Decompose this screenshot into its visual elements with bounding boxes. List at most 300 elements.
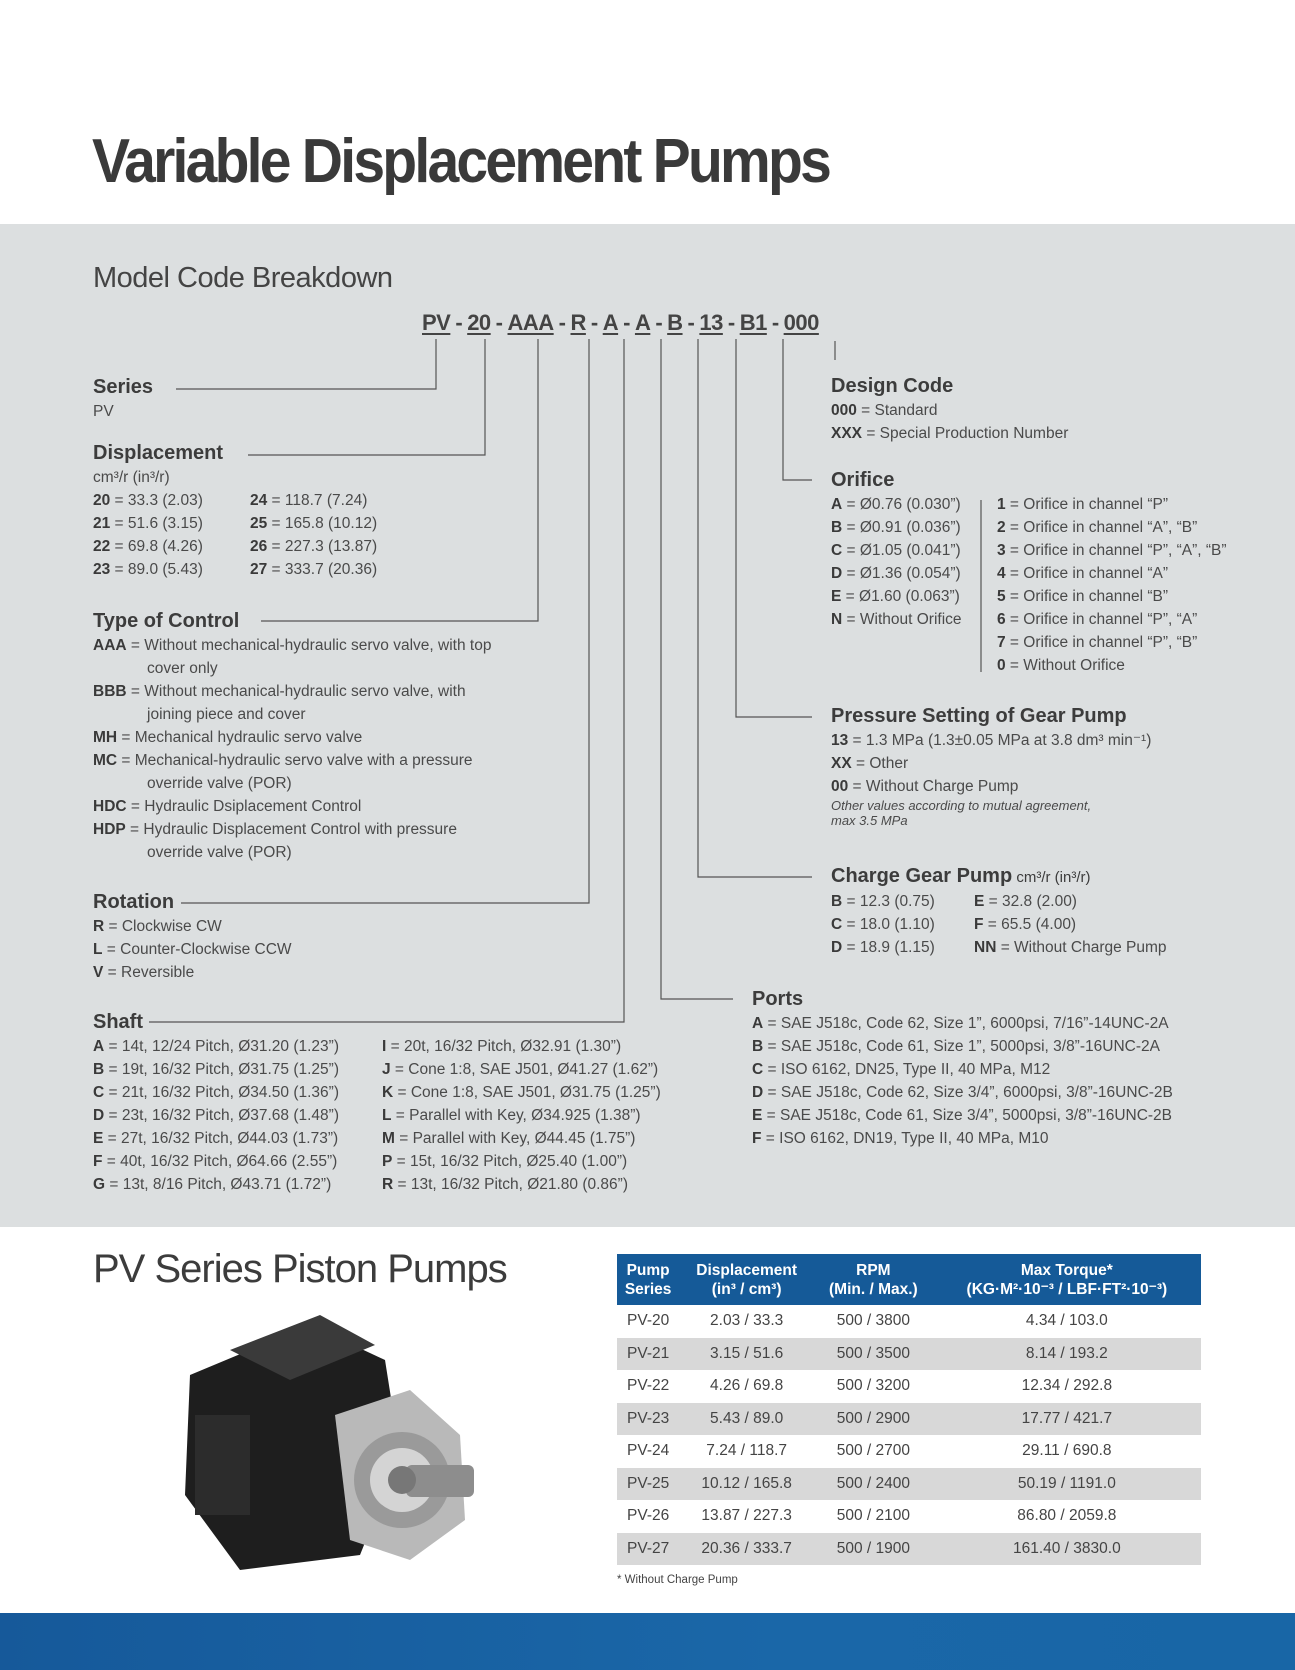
table-cell: PV-22 bbox=[627, 1377, 670, 1395]
table-cell: 17.77 / 421.7 bbox=[933, 1403, 1201, 1436]
code-description: = 227.3 (13.87) bbox=[267, 538, 378, 555]
code-key: R bbox=[382, 1176, 394, 1193]
list-item bbox=[93, 1173, 339, 1196]
code-description: = Ø0.91 (0.036”) bbox=[842, 519, 961, 536]
entry-list bbox=[831, 729, 1151, 798]
column-header bbox=[814, 1254, 933, 1305]
code-description: = Cone 1:8, SAE J501, Ø31.75 (1.25”) bbox=[393, 1084, 661, 1101]
entry-list bbox=[93, 634, 491, 864]
code-segment: A bbox=[602, 310, 619, 335]
code-key: E bbox=[974, 893, 985, 910]
entry-list bbox=[93, 1035, 339, 1196]
code-key: A bbox=[752, 1015, 764, 1032]
code-description: = Clockwise CW bbox=[104, 918, 222, 935]
list-item bbox=[382, 1081, 661, 1104]
list-item bbox=[382, 1173, 661, 1196]
code-description: = 1.3 MPa (1.3±0.05 MPa at 3.8 dm³ min⁻¹) bbox=[848, 732, 1152, 749]
pressure-note: Other values according to mutual agreement, bbox=[831, 798, 1092, 813]
list-item bbox=[752, 1058, 1173, 1081]
description-continuation: override valve (POR) bbox=[147, 844, 292, 861]
code-key: A bbox=[93, 1038, 105, 1055]
table-cell: 7.24 / 118.7 bbox=[706, 1442, 788, 1460]
list-item bbox=[831, 539, 962, 562]
code-description: = 118.7 (7.24) bbox=[267, 492, 368, 509]
list-item bbox=[831, 399, 1068, 422]
code-key: E bbox=[831, 588, 842, 605]
list-item bbox=[752, 1081, 1173, 1104]
code-key: E bbox=[93, 1130, 104, 1147]
code-segment: 13 bbox=[699, 310, 723, 335]
code-key: 2 bbox=[997, 519, 1006, 536]
column-header bbox=[679, 1254, 814, 1305]
code-key: D bbox=[831, 565, 843, 582]
list-item bbox=[93, 1127, 339, 1150]
code-description: = 27t, 16/32 Pitch, Ø44.03 (1.73”) bbox=[103, 1130, 339, 1147]
charge-heading: Charge Gear Pump cm³/r (in³/r) bbox=[831, 865, 1091, 887]
code-description: = Mechanical hydraulic servo valve bbox=[117, 729, 363, 746]
column-header-line: Displacement bbox=[696, 1261, 798, 1279]
list-item bbox=[250, 489, 377, 512]
code-description: = Reversible bbox=[103, 964, 195, 981]
table-cell: 500 / 2100 bbox=[836, 1507, 910, 1525]
code-description: = 40t, 16/32 Pitch, Ø64.66 (2.55”) bbox=[102, 1153, 338, 1170]
table-cell: 4.26 / 69.8 bbox=[710, 1377, 784, 1395]
list-item bbox=[93, 558, 223, 581]
list-item bbox=[93, 489, 223, 512]
list-item bbox=[93, 1150, 339, 1173]
table-header-row bbox=[617, 1254, 1201, 1305]
table-cell: 29.11 / 690.8 bbox=[1022, 1442, 1112, 1460]
code-key: XXX bbox=[831, 425, 863, 442]
code-description: = 33.3 (2.03) bbox=[110, 492, 203, 509]
entry-list bbox=[752, 1012, 1173, 1150]
code-description: = Without Orifice bbox=[842, 611, 962, 628]
list-item bbox=[250, 512, 377, 535]
code-segment: B1 bbox=[739, 310, 767, 335]
code-description: = ISO 6162, DN25, Type II, 40 MPa, M12 bbox=[763, 1061, 1051, 1078]
entry-list bbox=[93, 489, 223, 581]
code-description: = 13t, 16/32 Pitch, Ø21.80 (0.86”) bbox=[393, 1176, 628, 1193]
code-description: = Special Production Number bbox=[862, 425, 1069, 442]
entry-list bbox=[831, 399, 1068, 445]
table-cell: 3.15 / 51.6 bbox=[679, 1338, 814, 1371]
code-description: = 23t, 16/32 Pitch, Ø37.68 (1.48”) bbox=[104, 1107, 339, 1124]
code-key: 20 bbox=[93, 492, 111, 509]
list-item bbox=[250, 535, 377, 558]
code-key: C bbox=[831, 542, 843, 559]
shaft-heading: Shaft bbox=[93, 1011, 143, 1033]
footer-bar bbox=[0, 1613, 1295, 1670]
code-description: = Orifice in channel “P”, “A” bbox=[1005, 611, 1198, 628]
list-item bbox=[382, 1058, 661, 1081]
list-item bbox=[382, 1150, 661, 1173]
code-description: = 12.3 (0.75) bbox=[842, 893, 935, 910]
code-segment: AAA bbox=[507, 310, 554, 335]
code-key: AAA bbox=[93, 637, 127, 654]
code-key: F bbox=[974, 916, 984, 933]
code-key: 00 bbox=[831, 778, 849, 795]
code-key: V bbox=[93, 964, 104, 981]
code-key: MC bbox=[93, 752, 118, 769]
code-description: = Ø0.76 (0.030”) bbox=[842, 496, 961, 513]
displacement-unit: cm³/r (in³/r) bbox=[93, 469, 170, 486]
code-description: = ISO 6162, DN19, Type II, 40 MPa, M10 bbox=[761, 1130, 1049, 1147]
list-item: PV bbox=[93, 403, 114, 420]
table-cell: 500 / 3200 bbox=[836, 1377, 910, 1395]
table-cell: 20.36 / 333.7 bbox=[679, 1533, 814, 1566]
table-cell: PV-21 bbox=[617, 1338, 679, 1371]
code-key: B bbox=[93, 1061, 105, 1078]
list-item bbox=[93, 915, 292, 938]
column-header-line: Max Torque* bbox=[1020, 1261, 1113, 1279]
list-item bbox=[831, 493, 962, 516]
code-separator: - bbox=[495, 310, 503, 335]
code-description: = Counter-Clockwise CCW bbox=[102, 941, 292, 958]
code-description: = Without mechanical-hydraulic servo valve, with bbox=[126, 683, 466, 700]
entry-list bbox=[831, 493, 962, 631]
code-key: 13 bbox=[831, 732, 849, 749]
code-key: B bbox=[752, 1038, 764, 1055]
list-item bbox=[93, 961, 292, 984]
code-separator: - bbox=[727, 310, 735, 335]
orifice-heading: Orifice bbox=[831, 469, 895, 491]
code-key: N bbox=[831, 611, 843, 628]
list-item bbox=[974, 913, 1167, 936]
charge-block bbox=[831, 865, 1167, 959]
pump-product-image bbox=[170, 1305, 480, 1585]
code-key: F bbox=[93, 1153, 103, 1170]
list-item bbox=[831, 775, 1151, 798]
pressure-block bbox=[831, 705, 1151, 828]
list-item bbox=[93, 726, 491, 749]
table-row bbox=[617, 1533, 1201, 1566]
table-cell: 10.12 / 165.8 bbox=[679, 1468, 814, 1501]
code-key: XX bbox=[831, 755, 852, 772]
shaft-block bbox=[93, 1011, 661, 1196]
code-key: 4 bbox=[997, 565, 1006, 582]
table-cell: PV-24 bbox=[627, 1442, 670, 1460]
code-key: 0 bbox=[997, 657, 1006, 674]
section-heading-model-code: Model Code Breakdown bbox=[93, 262, 393, 294]
code-description: = SAE J518c, Code 61, Size 3/4”, 5000psi, 3/8”-16UNC-2B bbox=[762, 1107, 1173, 1124]
code-description: = 65.5 (4.00) bbox=[983, 916, 1077, 933]
code-description: = 51.6 (3.15) bbox=[110, 515, 203, 532]
list-item bbox=[93, 1058, 339, 1081]
code-key: I bbox=[382, 1038, 387, 1055]
code-description: = 14t, 12/24 Pitch, Ø31.20 (1.23”) bbox=[104, 1038, 339, 1055]
table-cell: 13.87 / 227.3 bbox=[701, 1507, 792, 1525]
list-item bbox=[997, 539, 1227, 562]
code-segment: A bbox=[634, 310, 651, 335]
list-item bbox=[997, 631, 1227, 654]
table-cell: 2.03 / 33.3 bbox=[710, 1312, 784, 1330]
code-description: = Orifice in channel “P”, “A”, “B” bbox=[1005, 542, 1227, 559]
code-key: HDP bbox=[93, 821, 126, 838]
code-description: = Orifice in channel “A” bbox=[1005, 565, 1169, 582]
code-key: MH bbox=[93, 729, 118, 746]
code-description: = 19t, 16/32 Pitch, Ø31.75 (1.25”) bbox=[104, 1061, 339, 1078]
code-description: = Orifice in channel “P” bbox=[1005, 496, 1169, 513]
code-description: = SAE J518c, Code 62, Size 1”, 6000psi, 7/16”-14UNC-2A bbox=[763, 1015, 1169, 1032]
ports-block bbox=[752, 988, 1173, 1150]
code-description: = Standard bbox=[856, 402, 938, 419]
list-item bbox=[997, 608, 1227, 631]
list-item bbox=[997, 654, 1227, 677]
table-cell: 50.19 / 1191.0 bbox=[933, 1468, 1201, 1501]
list-item bbox=[93, 1081, 339, 1104]
control-block bbox=[93, 610, 491, 864]
list-item bbox=[93, 795, 491, 818]
code-description: = SAE J518c, Code 61, Size 1”, 5000psi, 3/8”-16UNC-2A bbox=[763, 1038, 1160, 1055]
code-description: = Orifice in channel “B” bbox=[1005, 588, 1169, 605]
code-description: = 13t, 8/16 Pitch, Ø43.71 (1.72”) bbox=[105, 1176, 332, 1193]
table-cell: 5.43 / 89.0 bbox=[679, 1403, 814, 1436]
code-description: = 18.9 (1.15) bbox=[842, 939, 935, 956]
table-row bbox=[617, 1500, 1201, 1533]
code-key: 5 bbox=[997, 588, 1006, 605]
design-code-block bbox=[831, 375, 1068, 445]
series-heading: Series bbox=[93, 376, 154, 398]
code-separator: - bbox=[655, 310, 663, 335]
code-key: 1 bbox=[997, 496, 1006, 513]
list-item bbox=[93, 938, 292, 961]
code-key: 25 bbox=[250, 515, 268, 532]
code-description: = Orifice in channel “P”, “B” bbox=[1005, 634, 1198, 651]
rotation-block bbox=[93, 891, 292, 984]
code-key: 22 bbox=[93, 538, 111, 555]
list-item bbox=[382, 1104, 661, 1127]
list-item bbox=[831, 585, 962, 608]
code-segment: B bbox=[667, 310, 683, 335]
list-item bbox=[831, 562, 962, 585]
model-code-string bbox=[422, 310, 819, 336]
code-key: 24 bbox=[250, 492, 268, 509]
table-row bbox=[617, 1403, 1201, 1436]
list-item bbox=[997, 562, 1227, 585]
table-cell: 12.34 / 292.8 bbox=[1021, 1377, 1113, 1395]
code-segment: 000 bbox=[783, 310, 819, 335]
entry-list bbox=[974, 890, 1167, 959]
code-description: = Mechanical-hydraulic servo valve with a pressure bbox=[117, 752, 473, 769]
code-key: L bbox=[93, 941, 103, 958]
column-header bbox=[933, 1254, 1201, 1305]
table-cell: PV-25 bbox=[617, 1468, 679, 1501]
code-separator: - bbox=[558, 310, 566, 335]
table-row bbox=[617, 1338, 1201, 1371]
entry-list bbox=[250, 489, 377, 581]
code-key: B bbox=[831, 893, 843, 910]
table-cell: 86.80 / 2059.8 bbox=[1017, 1507, 1117, 1525]
code-separator: - bbox=[455, 310, 463, 335]
code-key: D bbox=[831, 939, 843, 956]
code-segment: PV bbox=[422, 310, 451, 335]
table-cell: 500 / 3800 bbox=[836, 1312, 910, 1330]
code-key: L bbox=[382, 1107, 392, 1124]
code-description: = Ø1.60 (0.063”) bbox=[841, 588, 960, 605]
code-description: = Hydraulic Dsiplacement Control bbox=[126, 798, 362, 815]
code-description: = Parallel with Key, Ø34.925 (1.38”) bbox=[391, 1107, 641, 1124]
orifice-block bbox=[831, 469, 1227, 674]
displacement-heading: Displacement bbox=[93, 442, 224, 464]
pv-series-title: PV Series Piston Pumps bbox=[93, 1247, 507, 1291]
code-key: NN bbox=[974, 939, 997, 956]
series-block bbox=[93, 376, 153, 423]
code-key: C bbox=[93, 1084, 105, 1101]
table-cell: 8.14 / 193.2 bbox=[933, 1338, 1201, 1371]
list-item bbox=[93, 818, 491, 841]
code-description: = 21t, 16/32 Pitch, Ø34.50 (1.36”) bbox=[104, 1084, 339, 1101]
code-key: 000 bbox=[831, 402, 857, 419]
list-item bbox=[382, 1127, 661, 1150]
column-header-line: Pump bbox=[626, 1261, 670, 1279]
code-key: A bbox=[831, 496, 843, 513]
table-cell: 500 / 3500 bbox=[814, 1338, 933, 1371]
code-segment: R bbox=[570, 310, 586, 335]
code-description: = 20t, 16/32 Pitch, Ø32.91 (1.30”) bbox=[386, 1038, 622, 1055]
column-header-line: (in³ / cm³) bbox=[711, 1280, 782, 1298]
list-item bbox=[752, 1104, 1173, 1127]
code-key: K bbox=[382, 1084, 394, 1101]
code-key: D bbox=[752, 1084, 764, 1101]
table-row bbox=[617, 1435, 1201, 1468]
control-heading: Type of Control bbox=[93, 610, 240, 632]
table-footnote: * Without Charge Pump bbox=[617, 1574, 738, 1586]
code-description: = Hydraulic Displacement Control with pressure bbox=[125, 821, 457, 838]
code-description: = Other bbox=[851, 755, 909, 772]
list-item bbox=[93, 634, 491, 657]
code-description: = Without Orifice bbox=[1005, 657, 1125, 674]
table-cell: 500 / 2900 bbox=[814, 1403, 933, 1436]
code-description: = 15t, 16/32 Pitch, Ø25.40 (1.00”) bbox=[392, 1153, 628, 1170]
code-key: 21 bbox=[93, 515, 111, 532]
code-key: 26 bbox=[250, 538, 268, 555]
code-description: = 18.0 (1.10) bbox=[842, 916, 935, 933]
code-key: 27 bbox=[250, 561, 268, 578]
pressure-note-max: max 3.5 MPa bbox=[831, 813, 908, 828]
entry-list bbox=[93, 400, 153, 423]
column-header-line: (Min. / Max.) bbox=[829, 1280, 918, 1298]
list-item bbox=[93, 680, 491, 703]
ports-heading: Ports bbox=[752, 988, 804, 1010]
table-row bbox=[617, 1370, 1201, 1403]
list-item bbox=[997, 516, 1227, 539]
code-key: D bbox=[93, 1107, 105, 1124]
code-segment: 20 bbox=[467, 310, 491, 335]
list-item bbox=[752, 1035, 1173, 1058]
pv-series-table bbox=[617, 1254, 1201, 1565]
column-header-line: (KG·M²·10⁻³ / LBF·FT²·10⁻³) bbox=[966, 1280, 1168, 1298]
code-description: = Without mechanical-hydraulic servo valve, with top bbox=[126, 637, 492, 654]
list-item bbox=[997, 585, 1227, 608]
table-cell: PV-26 bbox=[627, 1507, 670, 1525]
code-description: = 89.0 (5.43) bbox=[110, 561, 203, 578]
entry-list bbox=[997, 493, 1227, 677]
code-separator: - bbox=[687, 310, 695, 335]
code-key: BBB bbox=[93, 683, 127, 700]
code-key: R bbox=[93, 918, 105, 935]
code-description: = 165.8 (10.12) bbox=[267, 515, 378, 532]
list-item bbox=[974, 890, 1167, 913]
entry-list bbox=[93, 915, 292, 984]
code-description: = Ø1.36 (0.054”) bbox=[842, 565, 961, 582]
list-item bbox=[997, 493, 1227, 516]
list-item bbox=[752, 1012, 1173, 1035]
table-cell: 500 / 2700 bbox=[836, 1442, 910, 1460]
list-item bbox=[831, 516, 962, 539]
code-description: = Cone 1:8, SAE J501, Ø41.27 (1.62”) bbox=[390, 1061, 659, 1078]
list-item bbox=[93, 535, 223, 558]
code-key: E bbox=[752, 1107, 763, 1124]
list-item bbox=[93, 1104, 339, 1127]
code-key: M bbox=[382, 1130, 395, 1147]
code-key: F bbox=[752, 1130, 762, 1147]
code-key: J bbox=[382, 1061, 391, 1078]
code-description: = SAE J518c, Code 62, Size 3/4”, 6000psi, 3/8”-16UNC-2B bbox=[763, 1084, 1173, 1101]
column-header bbox=[617, 1254, 679, 1305]
code-key: 6 bbox=[997, 611, 1006, 628]
table-row bbox=[617, 1468, 1201, 1501]
description-continuation: cover only bbox=[147, 660, 218, 677]
table-cell: PV-20 bbox=[627, 1312, 670, 1330]
column-header-line: RPM bbox=[856, 1261, 891, 1279]
code-key: C bbox=[752, 1061, 764, 1078]
list-item bbox=[93, 1035, 339, 1058]
list-item bbox=[752, 1127, 1173, 1150]
column-header-line: Series bbox=[624, 1280, 672, 1298]
code-key: B bbox=[831, 519, 843, 536]
table-cell: 4.34 / 103.0 bbox=[1025, 1312, 1108, 1330]
code-key: P bbox=[382, 1153, 393, 1170]
code-key: 7 bbox=[997, 634, 1006, 651]
code-description: = 333.7 (20.36) bbox=[267, 561, 378, 578]
code-description: = 69.8 (4.26) bbox=[110, 538, 203, 555]
description-continuation: override valve (POR) bbox=[147, 775, 292, 792]
code-key: C bbox=[831, 916, 843, 933]
code-key: HDC bbox=[93, 798, 127, 815]
list-item bbox=[93, 512, 223, 535]
list-item bbox=[93, 749, 491, 772]
rotation-heading: Rotation bbox=[93, 891, 175, 913]
code-key: 23 bbox=[93, 561, 111, 578]
code-separator: - bbox=[590, 310, 598, 335]
code-description: = Orifice in channel “A”, “B” bbox=[1005, 519, 1198, 536]
list-item bbox=[831, 608, 962, 631]
displacement-block bbox=[93, 442, 378, 581]
code-description: = Ø1.05 (0.041”) bbox=[842, 542, 961, 559]
list-item bbox=[974, 936, 1167, 959]
table-row bbox=[617, 1305, 1201, 1338]
description-continuation: joining piece and cover bbox=[147, 706, 306, 723]
entry-list bbox=[382, 1035, 661, 1196]
code-description: = Parallel with Key, Ø44.45 (1.75”) bbox=[394, 1130, 636, 1147]
table-cell: PV-23 bbox=[617, 1403, 679, 1436]
code-description: = 32.8 (2.00) bbox=[984, 893, 1077, 910]
code-description: = Without Charge Pump bbox=[996, 939, 1167, 956]
code-key: G bbox=[93, 1176, 106, 1193]
pressure-heading: Pressure Setting of Gear Pump bbox=[831, 705, 1127, 727]
table-cell: 500 / 1900 bbox=[814, 1533, 933, 1566]
page-title: Variable Displacement Pumps bbox=[92, 127, 830, 196]
code-separator: - bbox=[623, 310, 630, 335]
code-key: 3 bbox=[997, 542, 1006, 559]
list-item bbox=[250, 558, 377, 581]
table-cell: 500 / 2400 bbox=[814, 1468, 933, 1501]
code-description: = Without Charge Pump bbox=[848, 778, 1019, 795]
table-cell: 161.40 / 3830.0 bbox=[933, 1533, 1201, 1566]
list-item bbox=[382, 1035, 661, 1058]
code-separator: - bbox=[771, 310, 779, 335]
list-item bbox=[831, 752, 1151, 775]
